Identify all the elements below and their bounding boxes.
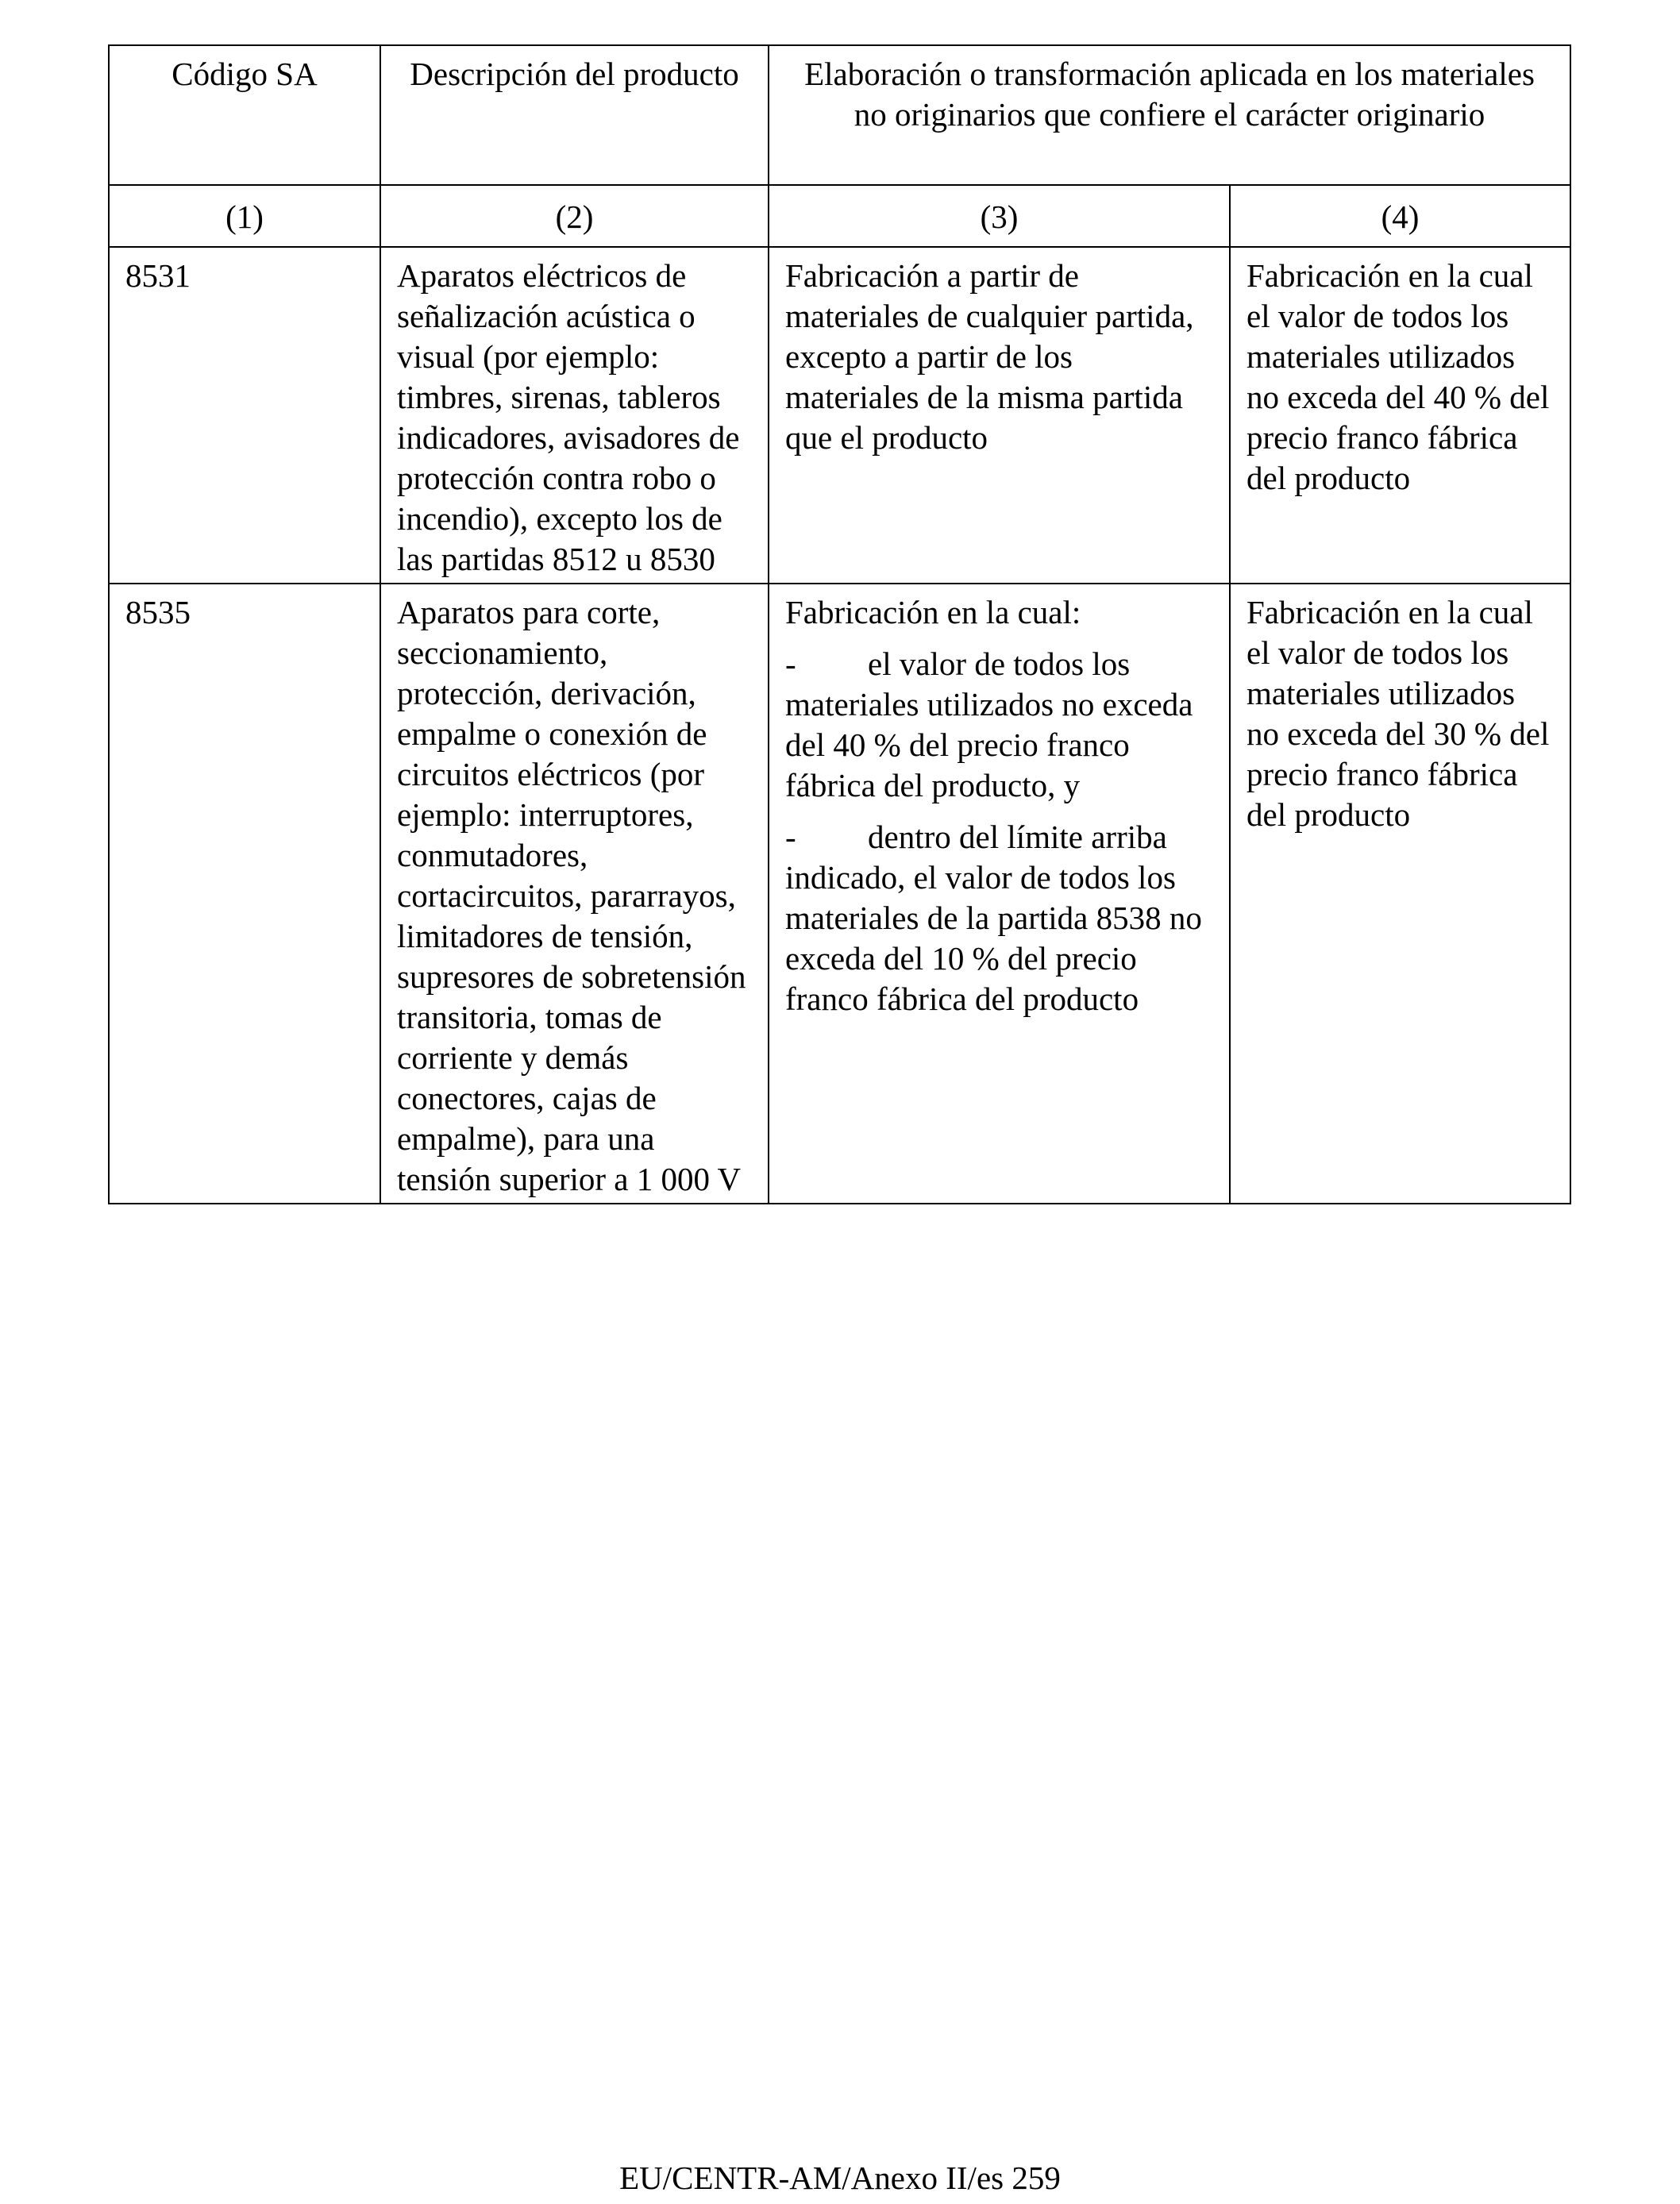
header-processing: Elaboración o transformación aplicada en los materiales no originarios que confiere el carácter originario	[769, 45, 1570, 185]
table-row	[109, 584, 1570, 1204]
row-code: 8535	[109, 584, 380, 1204]
column-number-row	[109, 185, 1570, 247]
rules-of-origin-table	[108, 44, 1571, 1204]
page-footer: EU/CENTR-AM/Anexo II/es 259	[619, 2160, 1061, 2196]
row-processing-bullet	[785, 644, 1213, 806]
column-number-4: (4)	[1230, 185, 1570, 247]
row-processing-intro: Fabricación en la cual:	[785, 594, 1081, 630]
bullet-dash: -	[785, 819, 796, 855]
table-row	[109, 247, 1570, 584]
row-processing-text: Fabricación a partir de materiales de cualquier partida, excepto a partir de los materiales de la misma partida que el producto	[785, 257, 1194, 456]
row-description: Aparatos eléctricos de señalización acústica o visual (por ejemplo: timbres, sirenas, tableros indicadores, avisadores de protección contra robo o incendio), excepto los de las partidas 8512 u 8530	[380, 247, 769, 584]
bullet-text: el valor de todos los materiales utilizados no exceda del 40 % del precio franco fábrica del producto, y	[785, 645, 1193, 803]
header-code: Código SA	[109, 45, 380, 185]
row-alternative-rule: Fabricación en la cual el valor de todos los materiales utilizados no exceda del 30 % del precio franco fábrica del producto	[1230, 584, 1570, 1204]
row-processing-bullet	[785, 817, 1213, 1019]
column-number-1: (1)	[109, 185, 380, 247]
row-processing	[769, 584, 1230, 1204]
row-processing	[769, 247, 1230, 584]
row-alternative-rule: Fabricación en la cual el valor de todos los materiales utilizados no exceda del 40 % del precio franco fábrica del producto	[1230, 247, 1570, 584]
table-header-row	[109, 45, 1570, 185]
row-code: 8531	[109, 247, 380, 584]
column-number-3: (3)	[769, 185, 1230, 247]
row-description: Aparatos para corte, seccionamiento, protección, derivación, empalme o conexión de circuitos eléctricos (por ejemplo: interruptores, conmutadores, cortacircuitos, pararrayos, limitadores de tensión, supresores de sobretensión transitoria, tomas de corriente y demás conectores, cajas de empalme), para una tensión superior a 1 000 V	[380, 584, 769, 1204]
column-number-2: (2)	[380, 185, 769, 247]
header-description: Descripción del producto	[380, 45, 769, 185]
bullet-text: dentro del límite arriba indicado, el valor de todos los materiales de la partida 8538 no exceda del 10 % del precio franco fábrica del producto	[785, 819, 1202, 1017]
bullet-dash: -	[785, 645, 796, 682]
